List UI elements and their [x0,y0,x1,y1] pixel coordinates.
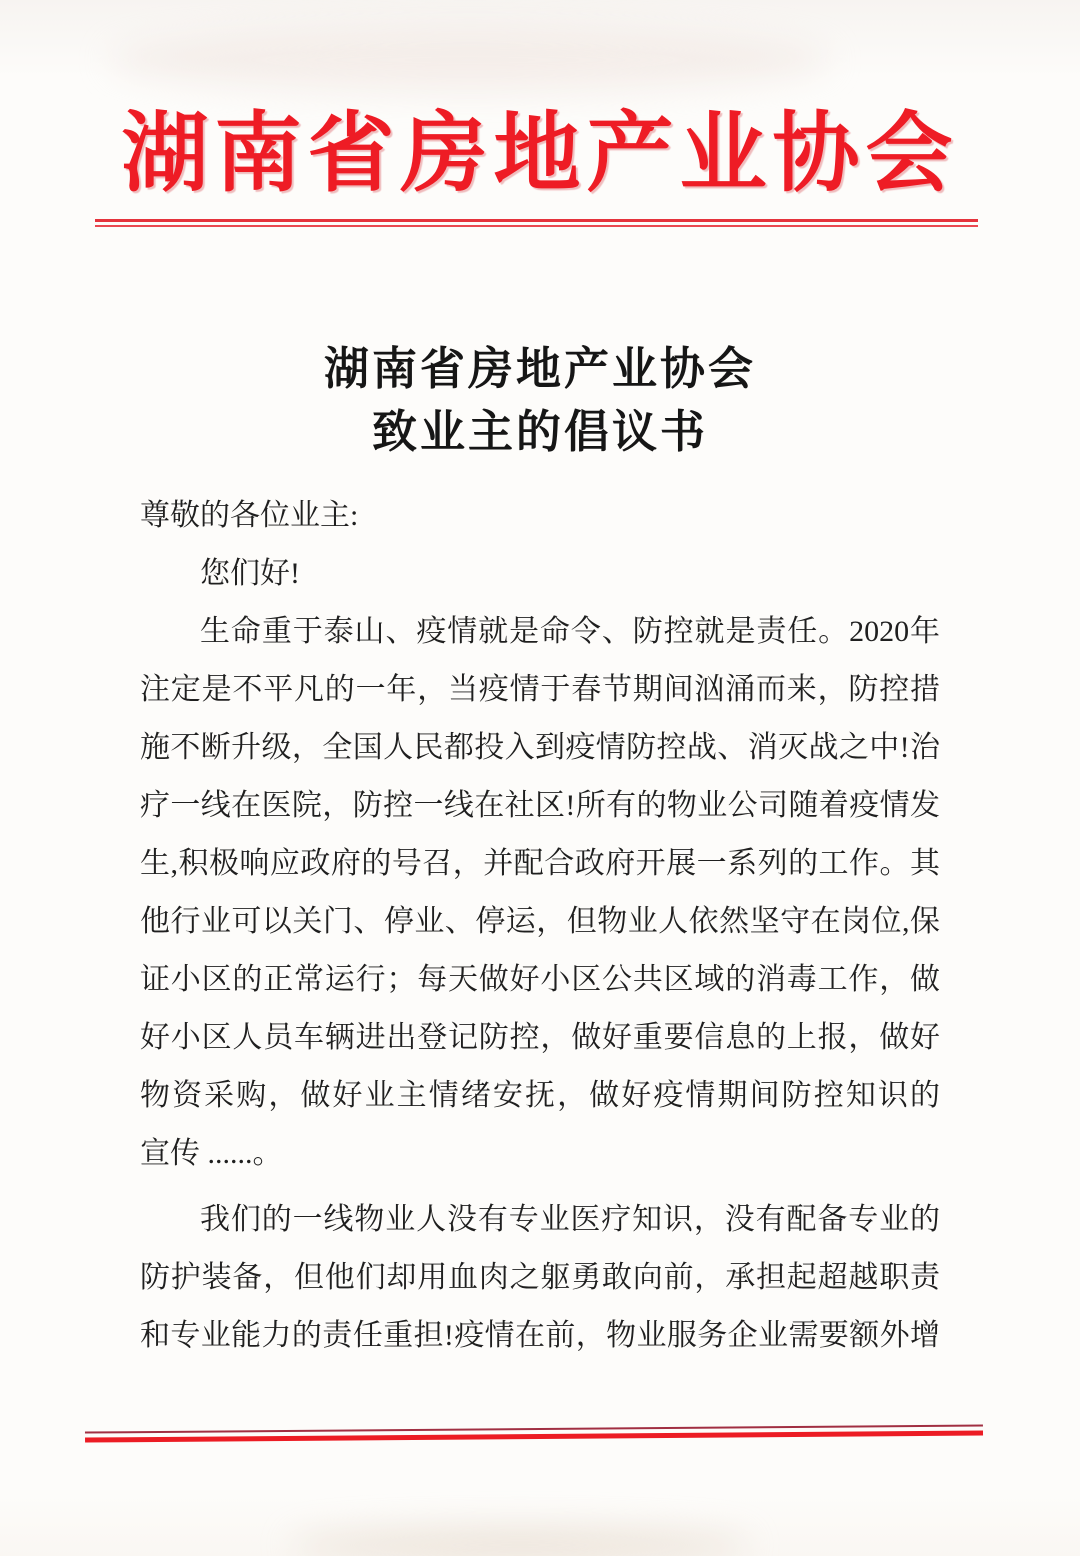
body-line: 物资采购，做好业主情绪安抚，做好疫情期间防控知识的 [140,1079,940,1112]
letterhead-org-name: 湖南省房地产业协会 [121,105,959,202]
body-line: 好小区人员车辆进出登记防控，做好重要信息的上报，做好 [140,1021,940,1054]
letter-body [140,487,940,1365]
body-line: 疗一线在医院，防控一线在社区!所有的物业公司随着疫情发 [140,789,940,822]
document-title-line2: 致业主的倡议书 [371,407,708,458]
rule-line-bottom [95,225,978,227]
body-line: 施不断升级，全国人民都投入到疫情防控战、消灭战之中!治 [140,731,940,764]
scan-smudge [290,1528,750,1556]
body-line: 他行业可以关门、停业、停运，但物业人依然坚守在岗位,保 [140,905,940,938]
body-line: 证小区的正常运行；每天做好小区公共区域的消毒工作，做 [140,963,940,996]
document-title [0,338,1080,464]
scan-smudge [110,28,830,92]
body-line: 生命重于泰山、疫情就是命令、防控就是责任。2020年 [200,615,940,648]
body-line: 尊敬的各位业主: [140,499,359,532]
document-title-line1: 湖南省房地产业协会 [323,344,756,395]
body-line: 生,积极响应政府的号召，并配合政府开展一系列的工作。其 [140,847,940,880]
letterhead-double-rule [95,219,978,227]
body-line: 注定是不平凡的一年，当疫情于春节期间汹涌而来，防控措 [140,673,940,706]
body-line: 您们好! [200,557,300,590]
body-line: 和专业能力的责任重担!疫情在前，物业服务企业需要额外增 [140,1319,940,1352]
body-line: 防护装备，但他们却用血肉之躯勇敢向前，承担起超越职责 [140,1261,940,1294]
body-line: 宣传 ......。 [140,1137,283,1170]
body-line: 我们的一线物业人没有专业医疗知识，没有配备专业的 [200,1203,940,1236]
rule-line-top [95,219,978,222]
footer-double-rule [85,1424,983,1442]
